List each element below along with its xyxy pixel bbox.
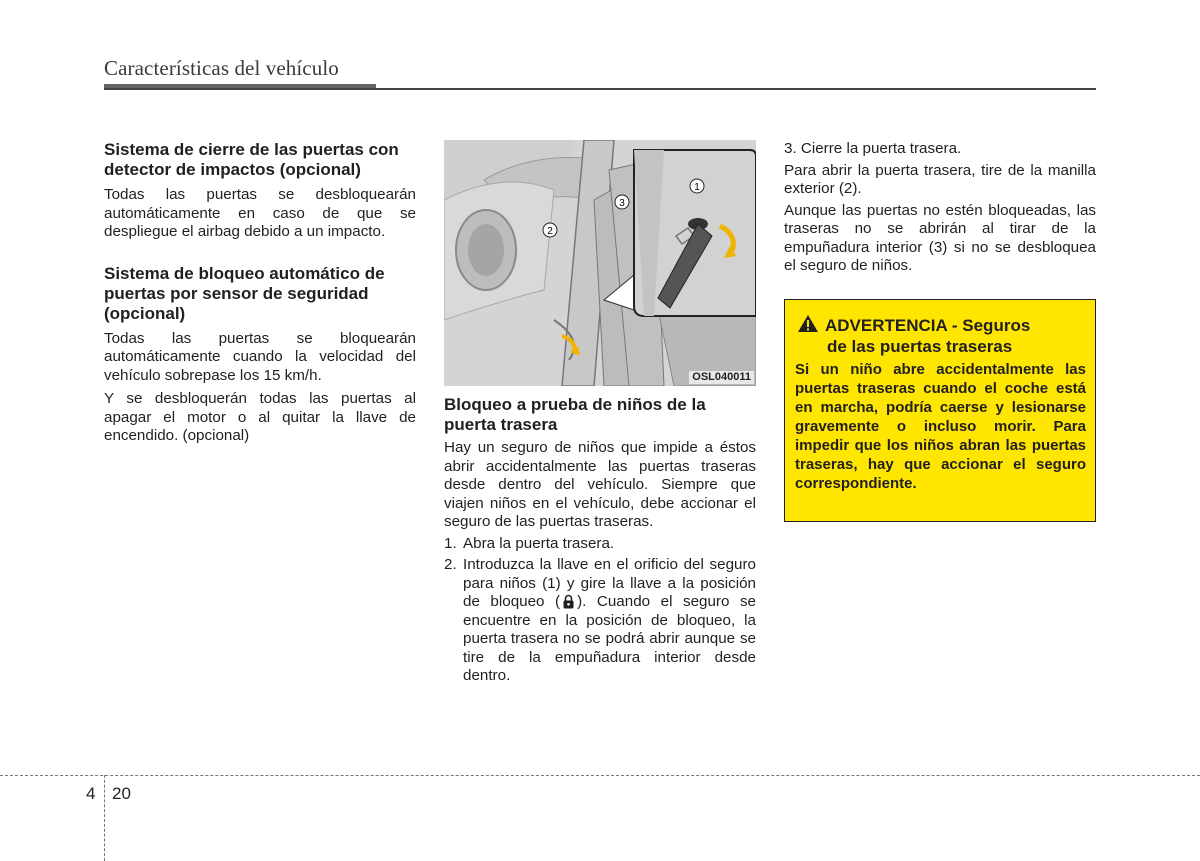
warning-box xyxy=(784,299,1096,522)
page-header-title: Características del vehículo xyxy=(104,56,339,80)
section-body-speed-lock: Todas las puertas se bloquearán automáticamente cuando la velocidad del vehículo sobrepase los 15 km/h. xyxy=(104,329,416,384)
padlock-icon xyxy=(562,594,575,609)
section-body-child-lock: Hay un seguro de niños que impide a éstos abrir accidentalmente las puertas traseras desde dentro del vehículo. Siempre que viajen niños en el vehículo, debe accionar el seguro de las puertas traseras. xyxy=(444,439,756,530)
column-right xyxy=(784,140,1096,276)
page-number: 20 xyxy=(112,784,131,803)
door-illustration-svg xyxy=(444,140,756,386)
column-middle xyxy=(444,140,756,686)
callout-3: 3 xyxy=(619,198,625,209)
warning-triangle-icon xyxy=(797,314,819,333)
child-lock-steps xyxy=(444,535,756,686)
step-text-part-a: Introduzca la llave en el orificio del seguro para niños (1) y gire la llave a la posición de bloqueo ( xyxy=(463,556,756,610)
step-item xyxy=(444,556,756,686)
open-rear-door-text: Para abrir la puerta trasera, tire de la manilla exterior (2). xyxy=(784,161,1096,197)
unlock-note-text: Aunque las puertas no estén bloqueadas, las traseras no se abrirán al tirar de la empuñadura interior (3) si no se desbloquea el seguro de niños. xyxy=(784,201,1096,274)
step-item xyxy=(444,535,756,554)
callout-1: 1 xyxy=(694,182,700,193)
step-text: Abra la puerta trasera. xyxy=(463,534,615,552)
child-lock-illustration xyxy=(444,140,756,386)
step-3-text: 3. Cierre la puerta trasera. xyxy=(784,140,962,157)
footer-divider xyxy=(0,775,1200,776)
step-text-part-b: ). Cuando el seguro se encuentre en la posición de bloqueo, la puerta trasera no se podrá abrir aunque se tire de la empuñadura interior desde dentro. xyxy=(463,593,756,684)
warning-title-tail: - Seguros xyxy=(947,316,1031,335)
chapter-number: 4 xyxy=(86,784,96,803)
column-left xyxy=(104,140,416,446)
figure-code: OSL040011 xyxy=(689,371,754,384)
step-number: 1. xyxy=(444,534,457,552)
step-number: 2. xyxy=(444,556,457,573)
header-rule-thin xyxy=(104,88,1096,90)
section-heading-child-lock: Bloqueo a prueba de niños de la puerta trasera xyxy=(444,395,706,434)
section-body-impact-unlock: Todas las puertas se desbloquearán automáticamente en caso de que se despliegue el airbag debido a un impacto. xyxy=(104,186,416,240)
footer-vertical-divider xyxy=(104,775,105,861)
section-heading-speed-lock: Sistema de bloqueo automático de puertas por sensor de seguridad (opcional) xyxy=(104,263,385,323)
warning-title-sub: de las puertas traseras xyxy=(827,337,1013,356)
warning-title xyxy=(797,314,1087,357)
warning-title-main: ADVERTENCIA xyxy=(825,316,948,335)
callout-2: 2 xyxy=(547,226,553,237)
warning-body: Si un niño abre accidentalmente las puertas traseras cuando el coche está en marcha, podría caerse y lesionarse gravemente o incluso morir. Para impedir que los niños abran las puertas traseras, hay que accionar el seguro correspondiente. xyxy=(795,361,1086,492)
section-body-speed-unlock: Y se desbloquerán todas las puertas al apagar el motor o al quitar la llave de encendido. (opcional) xyxy=(104,390,416,444)
section-heading-impact-unlock: Sistema de cierre de las puertas con detector de impactos (opcional) xyxy=(104,140,399,179)
